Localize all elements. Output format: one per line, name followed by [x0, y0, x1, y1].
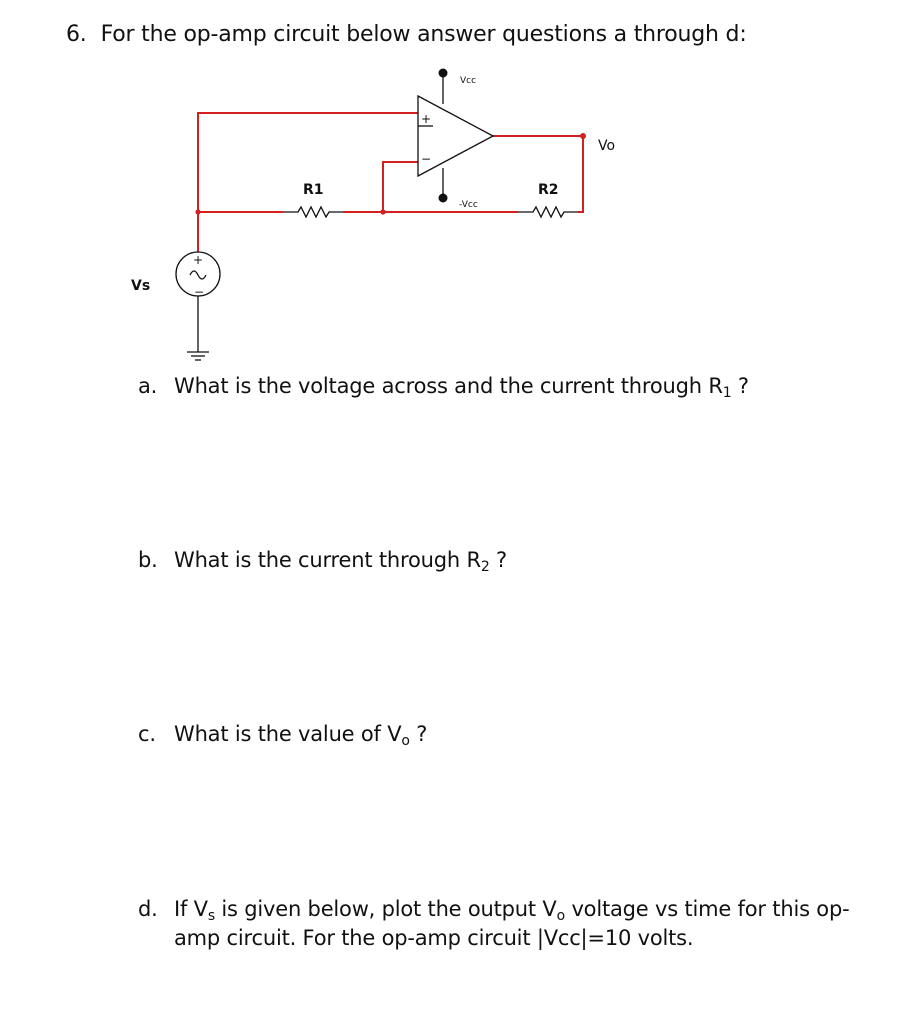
junction-dot-left — [195, 209, 200, 214]
opamp-circuit-diagram — [0, 0, 908, 370]
opamp-minus-sign: − — [421, 152, 432, 166]
vs-label: Vs — [131, 278, 151, 294]
part-b-letter: b. — [138, 548, 158, 572]
part-a — [138, 372, 749, 401]
source-plus-sign: + — [193, 253, 204, 267]
part-d-sub-1: s — [207, 908, 215, 924]
part-d-line-2: amp circuit. For the op-amp circuit |Vcc|=10 volts. — [174, 926, 694, 950]
neg-vcc-label: -Vcc — [459, 200, 478, 210]
vcc-terminal-dot — [439, 69, 448, 78]
part-a-sub: 1 — [722, 385, 732, 401]
question-prompt: For the op-amp circuit below answer questions a through d: — [100, 22, 747, 47]
part-c — [138, 720, 427, 749]
part-b-text: What is the current through R — [174, 548, 481, 572]
vo-terminal-dot — [580, 133, 586, 139]
source-minus-sign: − — [194, 285, 205, 299]
ground-icon — [187, 352, 209, 360]
part-c-text: What is the value of V — [174, 722, 402, 746]
part-a-text: What is the voltage across and the current through R — [174, 374, 723, 398]
r2-right-wire — [578, 136, 583, 212]
r1-resistor — [283, 207, 343, 217]
neg-vcc-terminal-dot — [439, 194, 448, 203]
part-d-text-1: If V — [174, 897, 208, 921]
part-a-letter: a. — [138, 374, 158, 398]
r1-label: R1 — [303, 182, 324, 198]
part-b-sub: 2 — [480, 559, 490, 575]
part-c-end: ? — [409, 722, 428, 746]
r2-label: R2 — [538, 182, 559, 198]
inverting-input-wire — [383, 162, 418, 212]
junction-dot-mid — [380, 209, 385, 214]
part-d-sub-2: o — [556, 908, 565, 924]
vcc-label: Vcc — [460, 76, 477, 86]
part-c-letter: c. — [138, 722, 156, 746]
part-b-end: ? — [489, 548, 507, 572]
part-d — [138, 895, 849, 953]
vo-label: Vo — [598, 138, 616, 154]
part-c-sub: o — [401, 733, 410, 749]
opamp-plus-sign: + — [421, 112, 432, 126]
question-number: 6. — [66, 22, 87, 47]
part-d-text-2: is given below, plot the output V — [214, 897, 557, 921]
part-b — [138, 546, 507, 575]
part-a-end: ? — [731, 374, 749, 398]
part-d-text-3: voltage vs time for this op- — [564, 897, 850, 921]
part-d-letter: d. — [138, 897, 158, 921]
r2-resistor — [518, 207, 578, 217]
